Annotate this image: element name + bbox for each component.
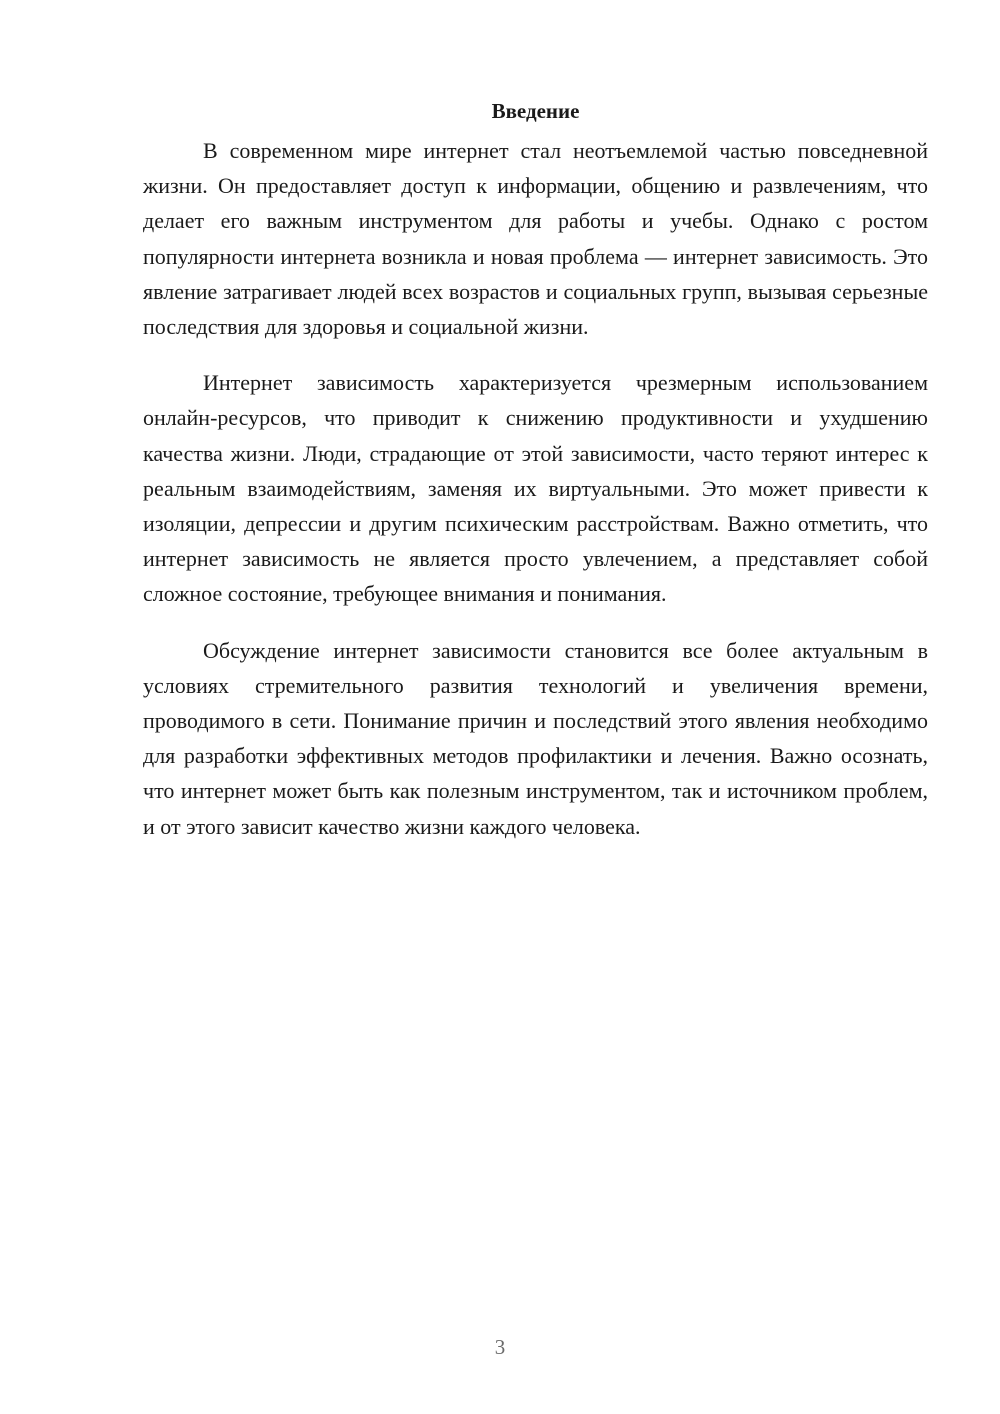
paragraph-1: В современном мире интернет стал неотъемлемой частью повседневной жизни. Он предоставляет доступ к информации, общению и развлечениям, что делает его важным инструментом для работы и учебы. Однако с ростом популярности интернета возникла и новая проблема — интернет зависимость. Это явление затрагивает людей всех возрастов и социальных групп, вызывая серьезные последствия для здоровья и социальной жизни. xyxy=(143,138,928,340)
page-number: 3 xyxy=(494,1335,506,1359)
paragraph-2: Интернет зависимость характеризуется чрезмерным использованием онлайн-ресурсов, что приводит к снижению продуктивности и ухудшению качества жизни. Люди, страдающие от этой зависимости, часто теряют интерес к реальным взаимодействиям, заменяя их виртуальными. Это может привести к изоляции, депрессии и другим психическим расстройствам. Важно отметить, что интернет зависимость не является просто увлечением, а представляет собой сложное состояние, требующее внимания и понимания. xyxy=(143,370,928,607)
page-content xyxy=(143,92,928,865)
section-heading: Введение xyxy=(491,99,580,123)
paragraph-3: Обсуждение интернет зависимости становится все более актуальным в условиях стремительного развития технологий и увеличения времени, проводимого в сети. Понимание причин и последствий этого явления необходимо для разработки эффективных методов профилактики и лечения. Важно осознать, что интернет может быть как полезным инструментом, так и источником проблем, и от этого зависит качество жизни каждого человека. xyxy=(143,637,928,839)
